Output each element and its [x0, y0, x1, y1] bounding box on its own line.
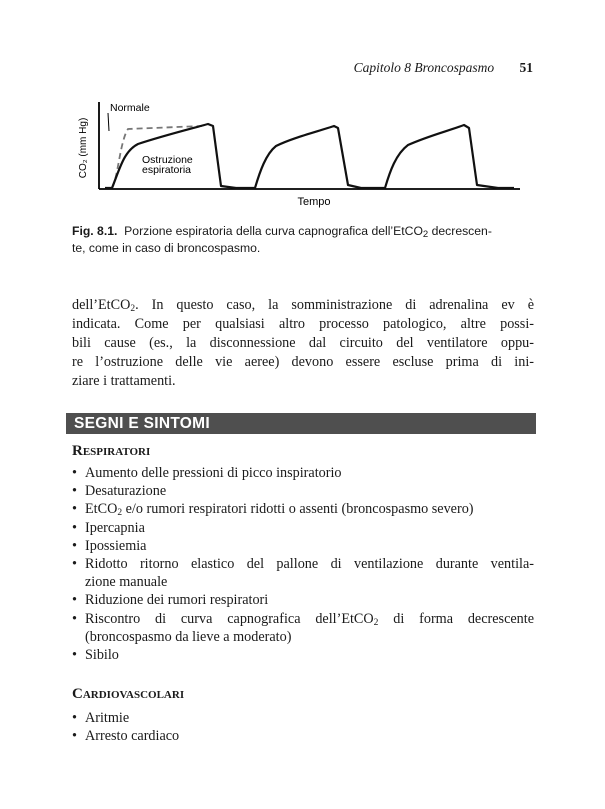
section-header [66, 413, 536, 434]
para-line-3: bili cause (es., la disconnessione dal circuito del ventilatore oppu- [72, 335, 534, 351]
respiratori-list [72, 464, 534, 664]
x-axis-label: Tempo [297, 196, 331, 208]
list-item: • Ridotto ritorno elastico del pallone di ventilazione durante ventila- zione manuale [72, 555, 534, 591]
section-title: SEGNI E SINTOMI [74, 415, 210, 432]
caption-line-2: te, come in caso di broncospasmo. [72, 241, 261, 255]
label-obstruction-l1: Ostruzione [142, 154, 193, 166]
figure-caption [72, 223, 534, 257]
label-normal: Normale [110, 102, 150, 114]
para-line-4: re l’ostruzione delle vie aeree) devono essere escluse prima di ini- [72, 354, 534, 370]
list-item: • Desaturazione [72, 482, 534, 500]
page-number: 51 [519, 60, 533, 75]
running-header [354, 60, 533, 76]
normal-pointer [108, 113, 109, 131]
y-axis-label: CO₂ (mm Hg) [78, 117, 89, 179]
cardiovascolari-list [72, 709, 534, 745]
list-item: • Ipossiemia [72, 537, 534, 555]
list-item: • Riscontro di curva capnografica dell’EtCO$_2$ di forma decrescente (broncospasmo da lieve a moderato) [72, 610, 534, 646]
capnography-chart [72, 96, 532, 214]
cardiovascolari-heading: Cardiovascolari [72, 686, 185, 702]
list-item: • Riduzione dei rumori respiratori [72, 591, 534, 609]
body-paragraph [72, 296, 534, 391]
label-obstruction-l2: espiratoria [142, 164, 192, 176]
list-item: • Aritmie [72, 709, 534, 727]
list-item: • Sibilo [72, 646, 534, 664]
para-line-1: dell’EtCO$_2$. In questo caso, la somministrazione di adrenalina ev è [72, 297, 534, 314]
capnography-figure [72, 96, 532, 214]
chapter-title: Capitolo 8 Broncospasmo [353, 60, 495, 75]
respiratori-heading: Respiratori [72, 443, 151, 459]
list-item: • Arresto cardiaco [72, 727, 534, 745]
list-item: • EtCO$_2$ e/o rumori respiratori ridotti o assenti (broncospasmo severo) [72, 500, 534, 518]
caption-label: Fig. 8.1. [72, 224, 118, 238]
list-item: • Ipercapnia [72, 519, 534, 537]
caption-line-1: Fig. 8.1. Porzione espiratoria della curva capnografica dell’EtCO$_2$ decrescen- [72, 224, 492, 240]
list-item: • Aumento delle pressioni di picco inspiratorio [72, 464, 534, 482]
para-line-2: indicata. Come per qualsiasi altro processo patologico, altre possi- [72, 316, 534, 332]
para-line-5: ziare i trattamenti. [72, 373, 176, 389]
